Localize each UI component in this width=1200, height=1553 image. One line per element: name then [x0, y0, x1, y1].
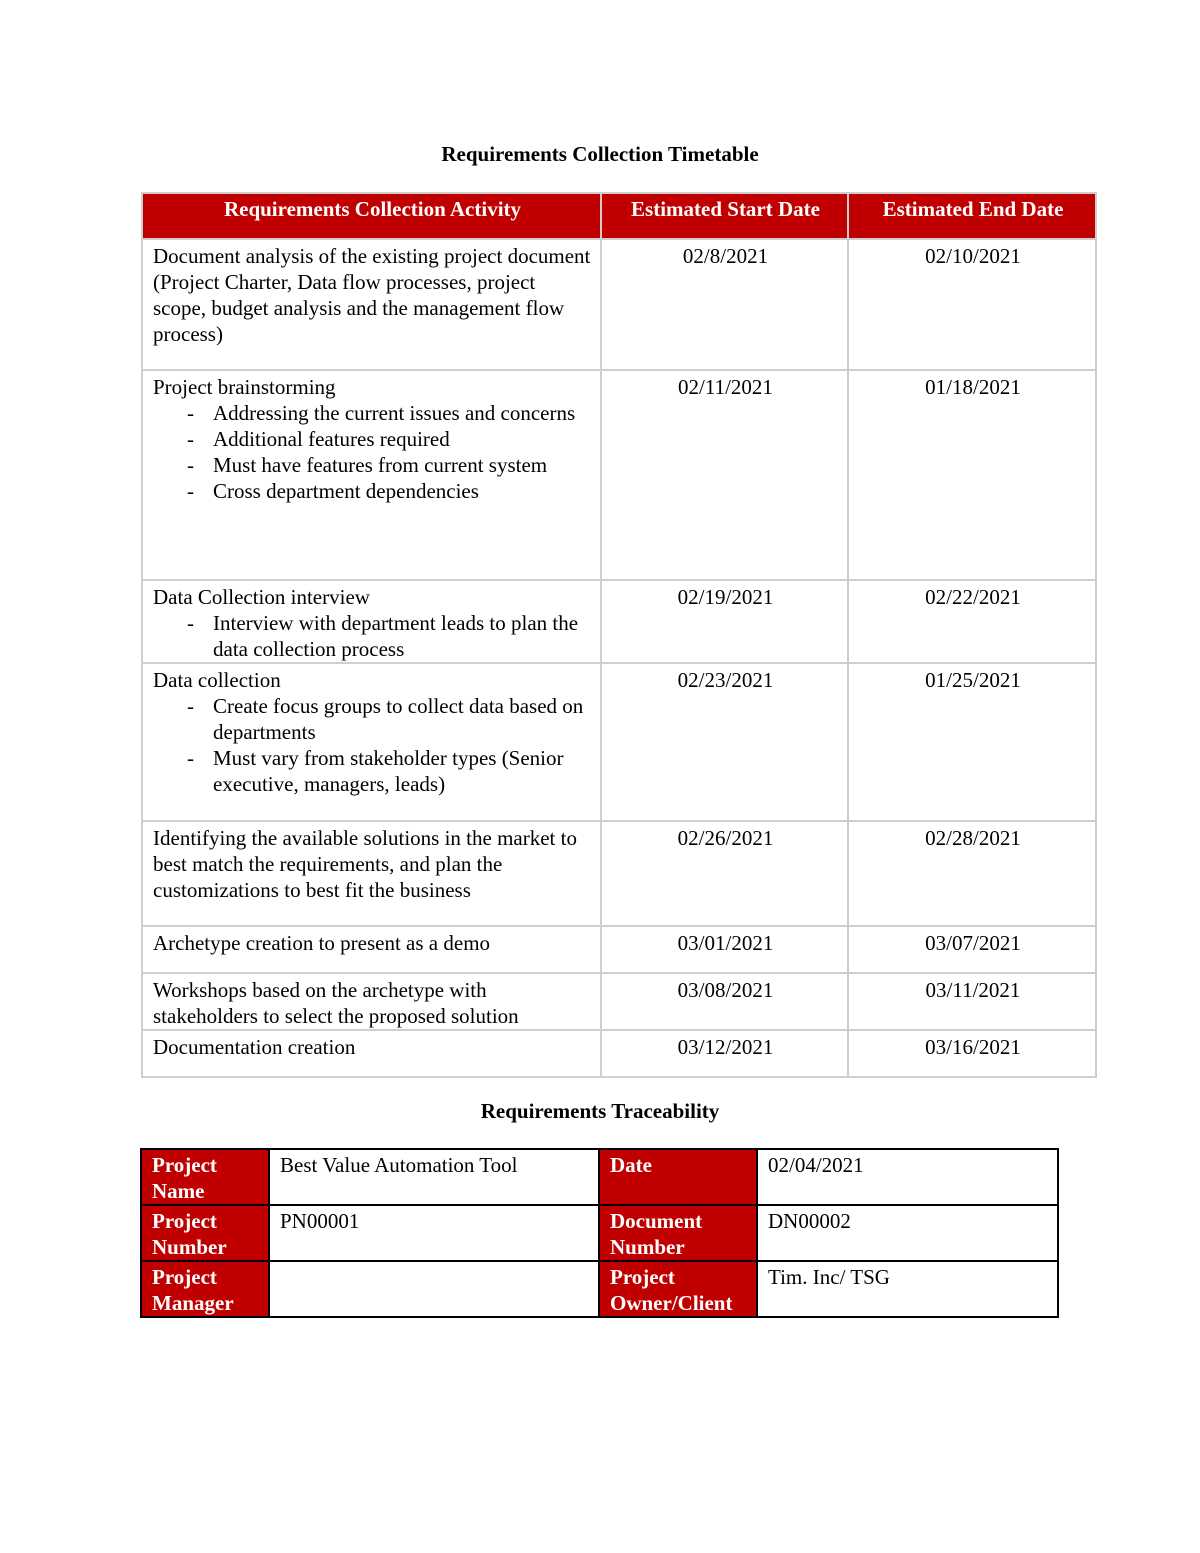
activity-subitem: - Addressing the current issues and concerns — [153, 400, 592, 426]
end-date-cell: 02/28/2021 — [848, 821, 1096, 926]
start-date-cell: 02/23/2021 — [601, 663, 848, 821]
activity-cell — [142, 821, 601, 926]
activity-cell — [142, 926, 601, 973]
project-manager-value — [269, 1261, 599, 1317]
end-date-cell: 01/18/2021 — [848, 370, 1096, 580]
end-date-cell: 03/16/2021 — [848, 1030, 1096, 1077]
table-row — [142, 663, 1096, 821]
activity-text: Documentation creation — [153, 1035, 356, 1059]
start-date-cell: 02/11/2021 — [601, 370, 848, 580]
end-date-cell: 02/10/2021 — [848, 239, 1096, 370]
end-date-cell: 03/11/2021 — [848, 973, 1096, 1030]
document-number-label: Document Number — [599, 1205, 757, 1261]
activity-subitem: - Interview with department leads to plan the data collection process — [153, 610, 592, 662]
end-date-cell: 01/25/2021 — [848, 663, 1096, 821]
traceability-title: Requirements Traceability — [480, 1099, 720, 1123]
traceability-row — [141, 1261, 1058, 1317]
project-manager-label: Project Manager — [141, 1261, 269, 1317]
start-date-cell: 03/01/2021 — [601, 926, 848, 973]
traceability-row — [141, 1149, 1058, 1205]
timetable-table — [141, 192, 1097, 1078]
traceability-table — [140, 1148, 1059, 1318]
start-date-cell: 03/08/2021 — [601, 973, 848, 1030]
project-name-value: Best Value Automation Tool — [269, 1149, 599, 1205]
start-date-cell: 02/26/2021 — [601, 821, 848, 926]
table-row — [142, 926, 1096, 973]
table-row — [142, 821, 1096, 926]
activity-subitem: - Must vary from stakeholder types (Senior executive, managers, leads) — [153, 745, 592, 797]
header-start-date: Estimated Start Date — [601, 193, 848, 239]
project-owner-label: Project Owner/Client — [599, 1261, 757, 1317]
header-activity: Requirements Collection Activity — [142, 193, 601, 239]
activity-text: Data Collection interview — [153, 585, 370, 609]
activity-subitem: - Cross department dependencies — [153, 478, 592, 504]
activity-subitem: - Must have features from current system — [153, 452, 592, 478]
timetable-header-row — [142, 193, 1096, 239]
activity-subitem: - Create focus groups to collect data based on departments — [153, 693, 592, 745]
table-row — [142, 1030, 1096, 1077]
date-label: Date — [599, 1149, 757, 1205]
table-row — [142, 973, 1096, 1030]
activity-text: Document analysis of the existing project document (Project Charter, Data flow processes, project scope, budget analysis and the management flow process) — [153, 244, 591, 346]
document-number-value: DN00002 — [757, 1205, 1058, 1261]
project-owner-value: Tim. Inc/ TSG — [757, 1261, 1058, 1317]
table-row — [142, 239, 1096, 370]
header-end-date: Estimated End Date — [848, 193, 1096, 239]
project-number-label: Project Number — [141, 1205, 269, 1261]
activity-cell — [142, 1030, 601, 1077]
start-date-cell: 03/12/2021 — [601, 1030, 848, 1077]
date-value: 02/04/2021 — [757, 1149, 1058, 1205]
activity-text: Workshops based on the archetype with stakeholders to select the proposed solution — [153, 978, 519, 1028]
end-date-cell: 03/07/2021 — [848, 926, 1096, 973]
table-row — [142, 580, 1096, 663]
activity-cell — [142, 239, 601, 370]
activity-cell — [142, 663, 601, 821]
activity-text: Identifying the available solutions in the market to best match the requirements, and plan the customizations to best fit the business — [153, 826, 577, 902]
end-date-cell: 02/22/2021 — [848, 580, 1096, 663]
activity-text: Archetype creation to present as a demo — [153, 931, 491, 955]
table-row — [142, 370, 1096, 580]
activity-text: Data collection — [153, 668, 281, 692]
start-date-cell: 02/8/2021 — [601, 239, 848, 370]
timetable-title: Requirements Collection Timetable — [441, 142, 759, 166]
activity-text: Project brainstorming — [153, 375, 336, 399]
project-name-label: Project Name — [141, 1149, 269, 1205]
activity-cell — [142, 973, 601, 1030]
traceability-row — [141, 1205, 1058, 1261]
start-date-cell: 02/19/2021 — [601, 580, 848, 663]
project-number-value: PN00001 — [269, 1205, 599, 1261]
activity-cell — [142, 370, 601, 580]
activity-cell — [142, 580, 601, 663]
activity-subitem: - Additional features required — [153, 426, 592, 452]
